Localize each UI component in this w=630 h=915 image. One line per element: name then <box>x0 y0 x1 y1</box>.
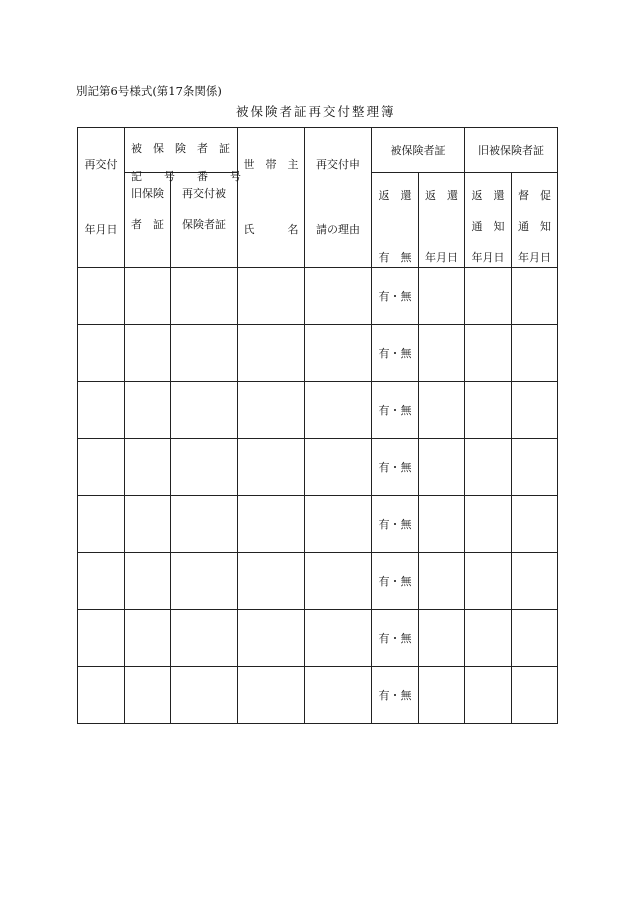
reminder-notice-cell[interactable] <box>512 667 558 724</box>
return-presence-cell[interactable]: 有・無 <box>372 667 419 724</box>
table-row <box>78 439 558 496</box>
return-notice-header-line2: 通 知 <box>471 220 505 233</box>
insurance-card-header-top: 被 保 険 者 証 <box>131 142 230 155</box>
return-presence-header-line1: 返 還 <box>378 189 412 202</box>
household-head-cell[interactable] <box>238 496 305 553</box>
return-date-cell[interactable] <box>419 610 465 667</box>
return-presence-cell[interactable]: 有・無 <box>372 268 419 325</box>
reissue-date-header-bottom: 年月日 <box>84 223 118 236</box>
old-card-cell[interactable] <box>125 496 171 553</box>
reminder-notice-cell[interactable] <box>512 439 558 496</box>
return-date-cell[interactable] <box>419 667 465 724</box>
household-head-header-bottom: 氏 名 <box>243 223 299 236</box>
reminder-notice-header <box>512 173 558 268</box>
reminder-notice-header-line1: 督 促 <box>518 189 551 202</box>
return-presence-cell[interactable]: 有・無 <box>372 325 419 382</box>
reissued-card-cell[interactable] <box>171 496 238 553</box>
reissued-card-header <box>171 173 238 268</box>
table-row <box>78 610 558 667</box>
table-row <box>78 268 558 325</box>
table-row <box>78 496 558 553</box>
old-card-cell[interactable] <box>125 610 171 667</box>
household-head-cell[interactable] <box>238 667 305 724</box>
reminder-notice-cell[interactable] <box>512 325 558 382</box>
reissued-card-header-line1: 再交付被 <box>182 187 226 200</box>
return-date-cell[interactable] <box>419 325 465 382</box>
reason-cell[interactable] <box>305 610 372 667</box>
return-presence-cell[interactable]: 有・無 <box>372 553 419 610</box>
table-row <box>78 553 558 610</box>
reason-cell[interactable] <box>305 439 372 496</box>
household-head-cell[interactable] <box>238 610 305 667</box>
old-card-header-line1: 旧保険 <box>131 187 164 200</box>
old-card-header <box>125 173 171 268</box>
reissue-date-cell[interactable] <box>78 496 125 553</box>
old-card-cell[interactable] <box>125 268 171 325</box>
insurance-card-header-symbol: 記 号 番 号 <box>131 170 241 183</box>
reissue-date-cell[interactable] <box>78 439 125 496</box>
return-date-cell[interactable] <box>419 268 465 325</box>
table-row <box>78 325 558 382</box>
old-card-cell[interactable] <box>125 325 171 382</box>
household-head-cell[interactable] <box>238 553 305 610</box>
return-notice-cell[interactable] <box>465 553 512 610</box>
household-head-cell[interactable] <box>238 439 305 496</box>
reissue-date-cell[interactable] <box>78 553 125 610</box>
return-presence-header-line2: 有 無 <box>378 251 412 264</box>
household-head-cell[interactable] <box>238 325 305 382</box>
reissued-card-cell[interactable] <box>171 268 238 325</box>
household-head-header-top: 世 帯 主 <box>243 158 299 171</box>
reason-cell[interactable] <box>305 325 372 382</box>
return-date-header-line2: 年月日 <box>425 251 458 264</box>
return-notice-cell[interactable] <box>465 439 512 496</box>
reissue-date-cell[interactable] <box>78 325 125 382</box>
return-date-cell[interactable] <box>419 382 465 439</box>
old-card-cell[interactable] <box>125 439 171 496</box>
reminder-notice-header-line2: 通 知 <box>518 220 551 233</box>
return-notice-header-line3: 年月日 <box>471 251 505 264</box>
old-card-cell[interactable] <box>125 382 171 439</box>
card-group-label: 被保険者証 <box>390 144 446 157</box>
old-card-group-label: 旧被保険者証 <box>478 144 544 157</box>
return-presence-cell[interactable]: 有・無 <box>372 439 419 496</box>
reason-cell[interactable] <box>305 382 372 439</box>
return-notice-cell[interactable] <box>465 610 512 667</box>
return-presence-cell[interactable]: 有・無 <box>372 610 419 667</box>
return-notice-header <box>465 173 512 268</box>
reissue-date-header-top: 再交付 <box>84 158 118 171</box>
reason-header-bottom: 請の理由 <box>316 223 360 236</box>
reason-cell[interactable] <box>305 553 372 610</box>
reminder-notice-cell[interactable] <box>512 268 558 325</box>
return-date-cell[interactable] <box>419 439 465 496</box>
insurance-card-number-header <box>125 128 241 183</box>
reissue-date-cell[interactable] <box>78 667 125 724</box>
old-card-cell[interactable] <box>125 667 171 724</box>
return-presence-cell[interactable]: 有・無 <box>372 496 419 553</box>
reminder-notice-cell[interactable] <box>512 610 558 667</box>
return-notice-cell[interactable] <box>465 268 512 325</box>
return-notice-cell[interactable] <box>465 325 512 382</box>
household-head-cell[interactable] <box>238 268 305 325</box>
return-presence-cell[interactable]: 有・無 <box>372 382 419 439</box>
reissued-card-cell[interactable] <box>171 382 238 439</box>
reissued-card-cell[interactable] <box>171 325 238 382</box>
reissue-register-table <box>77 127 558 724</box>
reissued-card-cell[interactable] <box>171 610 238 667</box>
return-date-cell[interactable] <box>419 553 465 610</box>
reminder-notice-cell[interactable] <box>512 382 558 439</box>
reissued-card-header-line2: 保険者証 <box>182 218 226 231</box>
return-date-header <box>419 173 465 268</box>
reissued-card-cell[interactable] <box>171 667 238 724</box>
old-card-cell[interactable] <box>125 553 171 610</box>
return-notice-cell[interactable] <box>465 496 512 553</box>
old-card-header-line2: 者 証 <box>131 218 164 231</box>
household-head-cell[interactable] <box>238 382 305 439</box>
reason-cell[interactable] <box>305 496 372 553</box>
household-head-header <box>238 128 305 268</box>
reminder-notice-cell[interactable] <box>512 496 558 553</box>
table-row <box>78 667 558 724</box>
reason-header-top: 再交付申 <box>316 158 360 171</box>
reason-cell[interactable] <box>305 667 372 724</box>
reissue-date-cell[interactable] <box>78 610 125 667</box>
return-date-header-line1: 返 還 <box>425 189 458 202</box>
return-date-cell[interactable] <box>419 496 465 553</box>
old-card-group-header <box>465 128 558 173</box>
return-notice-cell[interactable] <box>465 667 512 724</box>
return-notice-header-line1: 返 還 <box>471 189 505 202</box>
form-number: 別記第6号様式(第17条関係) <box>76 84 222 98</box>
reminder-notice-header-line3: 年月日 <box>518 251 551 264</box>
return-notice-cell[interactable] <box>465 382 512 439</box>
register-title: 被保険者証再交付整理簿 <box>236 104 396 119</box>
reason-header <box>305 128 372 268</box>
reissue-date-header <box>78 128 125 268</box>
reissued-card-cell[interactable] <box>171 553 238 610</box>
reissued-card-cell[interactable] <box>171 439 238 496</box>
return-presence-header <box>372 173 419 268</box>
reason-cell[interactable] <box>305 268 372 325</box>
reissue-date-cell[interactable] <box>78 268 125 325</box>
reissue-date-cell[interactable] <box>78 382 125 439</box>
table-row <box>78 382 558 439</box>
card-group-header <box>372 128 465 173</box>
reminder-notice-cell[interactable] <box>512 553 558 610</box>
